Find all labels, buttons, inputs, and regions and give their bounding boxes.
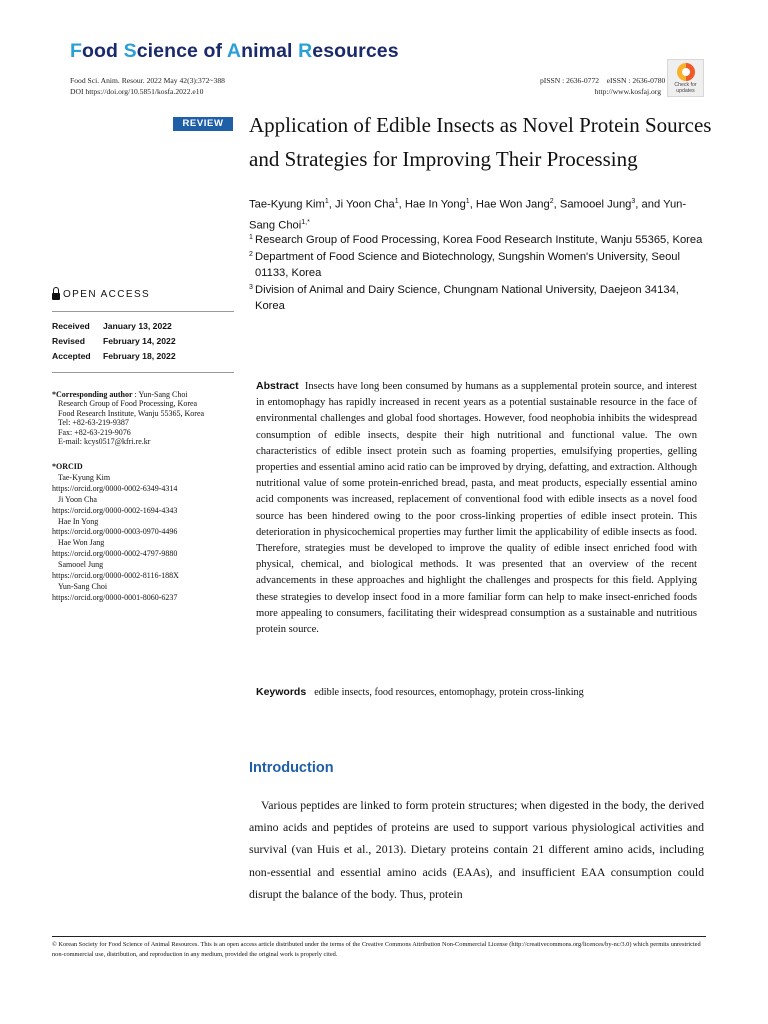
orcid-author-name: Tae-Kyung Kim	[58, 472, 111, 482]
corresponding-line: Research Group of Food Processing, Korea	[58, 399, 198, 409]
issn-block	[540, 75, 666, 97]
affiliation	[249, 282, 709, 315]
journal-url-link[interactable]: http://www.kosfaj.org	[594, 87, 661, 96]
open-access-label	[52, 288, 150, 300]
affiliation-text: Research Group of Food Processing, Korea Food Research Institute, Wanju 55365, Korea	[255, 234, 703, 246]
journal-title	[70, 40, 399, 63]
introduction-text: Various peptides are linked to form protein structures; when digested in the body, the derived amino acids and peptides of proteins are used to support various physiological activities and survival (van Huis et al., 2013). Dietary proteins contain 21 different amino acids, including non-essential and essential amino acids (EAAs), and insufficient EAA consumption could disrupt the balance of the body. Thus, protein	[249, 798, 704, 901]
date-label: Received	[52, 321, 90, 331]
author-affiliation-number: 1	[394, 198, 399, 205]
orcid-link[interactable]: https://orcid.org/0000-0002-4797-9880	[52, 549, 178, 559]
date-row	[52, 349, 176, 364]
check-updates-label: Check for updates	[674, 82, 697, 94]
author-name: Tae-Kyung Kim	[249, 198, 325, 211]
paper-title: Application of Edible Insects as Novel Protein Sources and Strategies for Improving Their Processing	[249, 113, 712, 171]
journal-title-initial: S	[123, 40, 137, 62]
affiliation-number: 2	[249, 250, 253, 258]
citation-line: Food Sci. Anim. Resour. 2022 May 42(3):372~388	[70, 76, 225, 85]
article-type-badge: REVIEW	[173, 117, 233, 131]
date-value: February 14, 2022	[103, 336, 176, 346]
corresponding-label: *Corresponding author	[52, 390, 133, 399]
orcid-list	[52, 473, 242, 604]
corresponding-line: Food Research Institute, Wanju 55365, Korea	[58, 408, 205, 418]
author-affiliation-number: 2	[549, 198, 554, 205]
author-list: Tae-Kyung Kim$^1$, Ji Yoon Cha$^1$, Hae In Yong$^1$, Hae Won Jang$^2$, Samooel Jung$^3$, and Yun-Sang Choi$^{1,*}$	[249, 198, 687, 232]
orcid-link[interactable]: https://orcid.org/0000-0001-8060-6237	[52, 592, 178, 602]
affiliation	[249, 249, 709, 282]
author-name: Hae In Yong	[404, 198, 466, 211]
journal-title-initial: F	[70, 40, 83, 62]
author-name: Yun-Sang Choi	[249, 198, 687, 232]
date-row	[52, 319, 176, 334]
keywords-text: edible insects, food resources, entomophagy, protein cross-linking	[314, 687, 584, 698]
corresponding-author	[52, 390, 242, 446]
journal-title-initial: A	[226, 40, 242, 62]
article-dates	[52, 319, 176, 364]
journal-title-text: nimal	[241, 40, 299, 62]
author-affiliation-number: 1,*	[301, 218, 310, 226]
affiliation	[249, 232, 709, 249]
author-name: Samooel Jung	[559, 198, 632, 211]
keywords-heading: Keywords	[256, 686, 307, 698]
date-value: January 13, 2022	[103, 321, 172, 331]
divider	[52, 372, 234, 373]
affiliation-text: Department of Food Science and Biotechnology, Sungshin Women's University, Seoul 01133, Korea	[255, 250, 681, 279]
affiliation-number: 3	[249, 283, 253, 291]
divider	[52, 311, 234, 312]
doi-link[interactable]: DOI https://doi.org/10.5851/kosfa.2022.e10	[70, 87, 204, 96]
author-name: Ji Yoon Cha	[334, 198, 395, 211]
crossmark-icon	[677, 63, 695, 81]
affiliation-list	[249, 232, 709, 315]
journal-title-text: cience of	[136, 40, 227, 62]
orcid-author-name: Yun-Sang Choi	[58, 581, 108, 591]
abstract-text: Insects have long been consumed by humans as a supplemental protein source, and interest in entomophagy has rapidly increased in recent years as a potential sustainable resource in the face of environmental challenges and global food shortages. However, food neophobia inhibits the widespread consumption of edible insects, despite their high nutritional and functional value. The own characteristics of edible insect protein such as foaming properties, emulsifying properties, gelling properties and essential amino acid ratio can be improved by drying, defatting, and extraction. Although nutritional value of some protein-enriched bread, pasta, and meat products, especially essential amino acid components was increased, replacement of conventional food with edible insects as a novel food source has been hindered owing to the poor cross-linking properties of edible insect protein. This deterioration in physicochemical properties may further limit the applicability of edible insects as food. Therefore, strategies must be developed to improve the quality of edible insect enriched food with physical, chemical, and biological methods. It was presented that an overview of the recent advancements in these approaches and highlight the challenges and prospects for this field. Applying these strategies to develop insect food in a more familiar form can help to make insect-enriched foods more appealing to consumers, facilitating their widespread consumption as a sustainable and nutritious protein source.	[256, 381, 697, 636]
issn-line: pISSN : 2636-0772 eISSN : 2636-0780	[540, 76, 666, 85]
corresponding-name: : Yun-Sang Choi	[132, 390, 188, 399]
affiliation-number: 1	[249, 234, 253, 241]
orcid-author-name: Samooel Jung	[58, 560, 104, 570]
orcid-author-name: Hae In Yong	[58, 516, 99, 526]
keywords	[256, 686, 697, 698]
open-access-text: OPEN ACCESS	[63, 288, 151, 300]
orcid-label: *ORCID	[52, 462, 83, 471]
orcid-link[interactable]: https://orcid.org/0000-0002-6349-4314	[52, 483, 178, 493]
journal-title-text: ood	[82, 40, 124, 62]
date-value: February 18, 2022	[103, 351, 176, 361]
open-lock-icon	[52, 293, 60, 300]
citation-block	[70, 75, 225, 97]
journal-title-text: esources	[312, 40, 399, 62]
orcid-link[interactable]: https://orcid.org/0000-0003-0970-4496	[52, 527, 178, 537]
abstract-heading: Abstract	[256, 380, 299, 392]
orcid-block	[52, 462, 242, 604]
check-for-updates-button[interactable]	[667, 59, 704, 97]
affiliation-text: Division of Animal and Dairy Science, Chungnam National University, Daejeon 34134, Korea	[255, 283, 679, 312]
abstract	[256, 378, 697, 638]
section-heading-introduction: Introduction	[249, 760, 334, 776]
footer-divider	[52, 936, 706, 937]
orcid-author-name: Ji Yoon Cha	[58, 494, 97, 504]
journal-title-initial: R	[298, 40, 313, 62]
author-affiliation-number: 3	[631, 198, 636, 205]
orcid-link[interactable]: https://orcid.org/0000-0002-8116-188X	[52, 571, 179, 581]
date-row	[52, 334, 176, 349]
author-affiliation-number: 1	[465, 198, 470, 205]
corresponding-line: Tel: +82-63-219-9387	[58, 418, 129, 428]
date-label: Accepted	[52, 351, 91, 361]
date-label: Revised	[52, 336, 85, 346]
corresponding-line: Fax: +82-63-219-9076	[58, 427, 131, 437]
author-name: Hae Won Jang	[475, 198, 550, 211]
orcid-link[interactable]: https://orcid.org/0000-0002-1694-4343	[52, 505, 178, 515]
orcid-author-name: Hae Won Jang	[58, 538, 105, 548]
author-affiliation-number: 1	[324, 198, 329, 205]
corresponding-email[interactable]: E-mail: kcys0517@kfri.re.kr	[58, 437, 151, 447]
license-footer: © Korean Society for Food Science of Animal Resources. This is an open access article distributed under the terms of the Creative Commons Attribution Non-Commercial License (http://creativecommons.org/licences/by-nc/3.0) which permits unrestricted non-commercial use, distribution, and reproduction in any medium, provided the original work is properly cited.	[52, 941, 701, 958]
